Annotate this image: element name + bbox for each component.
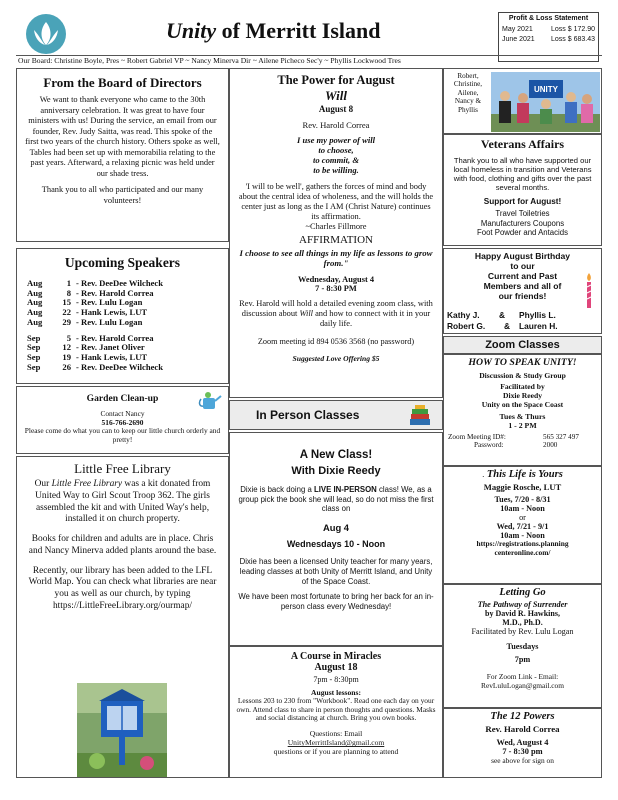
birthday-line: Members and all of bbox=[483, 280, 562, 291]
c3-link-label: For Zoom Link - Email: bbox=[486, 672, 559, 681]
little-free-library-section bbox=[16, 456, 229, 778]
c1-zoom: Zoom Meeting ID#: 565 327 497 bbox=[448, 433, 579, 441]
birthday-names-row-2: Robert G. & Lauren H. bbox=[447, 320, 558, 331]
speaker-day: 15 bbox=[62, 297, 71, 308]
speaker-day: 29 bbox=[62, 316, 71, 327]
speaker-name: - Rev. Janet Oliver bbox=[76, 342, 145, 353]
title-unity: Unity bbox=[166, 18, 217, 43]
this-life-is-yours-section bbox=[443, 466, 602, 584]
veterans-text: Thank you to all who have supported our local homeless in transition and Veterans with food, clothing and gifts over the past several months. bbox=[453, 156, 592, 193]
power-class-date: Wednesday, August 4 bbox=[297, 274, 375, 284]
board-members: Our Board: Christine Boyle, Pres ~ Robert Gabriel VP ~ Nancy Minerva Dir ~ Ailene Picheco Sec'y ~ Phyllis Lockwood Tres bbox=[18, 56, 401, 65]
c2-date-1: Tues, 7/20 - 8/31 bbox=[494, 495, 551, 504]
speaker-name: - Rev. Lulu Logan bbox=[76, 316, 143, 327]
board-directors-section bbox=[16, 68, 229, 242]
garden-contact: Contact Nancy bbox=[100, 409, 145, 418]
speaker-name: - Rev. Lulu Logan bbox=[76, 297, 143, 308]
speaker-name: - Hank Lewis, LUT bbox=[76, 307, 148, 318]
speaker-name: - Rev. Harold Correa bbox=[76, 332, 154, 343]
photo-sign-text: UNITY bbox=[534, 85, 558, 94]
speaker-day: 5 bbox=[66, 332, 71, 343]
caption-line: Phyllis bbox=[458, 105, 478, 114]
speaker-month: Sep bbox=[27, 342, 41, 353]
miracles-date: August 18 bbox=[314, 662, 358, 673]
c1-password: Password: 2000 bbox=[474, 441, 558, 449]
veterans-items bbox=[450, 209, 595, 237]
board-group-photo bbox=[491, 72, 600, 132]
c2-time-1: 10am - Noon bbox=[500, 504, 545, 513]
title-rest: of Merritt Island bbox=[216, 18, 381, 43]
pl-title: Profit & Loss Statement bbox=[508, 15, 589, 22]
in-person-banner bbox=[229, 400, 443, 430]
twelve-powers-section bbox=[443, 708, 602, 778]
poem-line: to be willing. bbox=[313, 164, 359, 175]
library-text-3: Recently, our library has been added to the LFL World Map. You can check what libraries are near you as well as our church, by typing https://LittleFreeLibrary.org/ourmap/ bbox=[28, 565, 217, 611]
veterans-support: Support for August! bbox=[483, 197, 562, 207]
caption-line: Christine, bbox=[453, 80, 483, 89]
zoom-classes-banner-text: Zoom Classes bbox=[485, 339, 560, 351]
birthday-line: to our bbox=[510, 260, 535, 271]
power-poem bbox=[238, 136, 434, 176]
speaker-month: Sep bbox=[27, 332, 41, 343]
speaker-month: Sep bbox=[27, 361, 41, 372]
newsletter-title bbox=[166, 18, 380, 44]
speaker-day: 12 bbox=[62, 342, 71, 353]
library-text-2: Books for children and adults are in place. Chris and Nancy Minerva added plants around the base. bbox=[28, 534, 217, 556]
garden-phone: 516-766-2690 bbox=[101, 418, 144, 427]
caption-line: Nancy & bbox=[454, 97, 482, 106]
c2-date-2: Wed, 7/21 - 9/1 bbox=[496, 522, 549, 531]
birthday-line: Happy August Birthday bbox=[474, 251, 571, 261]
c1-title: HOW TO SPEAK UNITY! bbox=[468, 357, 577, 368]
c1-time: 1 - 2 PM bbox=[508, 421, 537, 430]
affirmation-text: I choose to see all things in my life as lessons to grow from." bbox=[239, 247, 433, 269]
c1-name: Dixie Reedy bbox=[502, 391, 542, 400]
board-directors-thanks: Thank you to all who participated and our many volunteers! bbox=[41, 185, 204, 205]
power-quote: 'I will to be well', gathers the forces of mind and body about the central idea of wholeness, and the will holds the center just as long as the I AM (Christ Nature) continues its affirmation. bbox=[238, 181, 434, 221]
veteran-item: Manufacturers Coupons bbox=[480, 218, 565, 228]
c3-email[interactable]: RevLuluLogan@gmail.com bbox=[481, 681, 564, 690]
birthday-names bbox=[447, 310, 587, 331]
birthday-greeting bbox=[450, 252, 595, 301]
miracles-questions: Questions: Email bbox=[309, 729, 363, 739]
speaker-day: 8 bbox=[66, 287, 71, 298]
speaker-name: - Rev. DeeDee Wilcheck bbox=[76, 278, 164, 288]
power-word: Will bbox=[325, 88, 347, 103]
c2-title-row: . This Life is Yours bbox=[482, 469, 563, 480]
c3-day: Tuesdays bbox=[506, 642, 539, 651]
c4-time: 7 - 8:30 pm bbox=[502, 747, 543, 756]
poem-line: to commit, & bbox=[312, 154, 360, 165]
speaker-day: 22 bbox=[62, 307, 71, 318]
birthday-line: our friends! bbox=[498, 290, 547, 301]
speaker-name: - Rev. DeeDee Wilcheck bbox=[76, 361, 164, 372]
speakers-title: Upcoming Speakers bbox=[64, 255, 181, 270]
speaker-month: Aug bbox=[27, 287, 43, 298]
garden-section bbox=[16, 386, 229, 454]
c3-by: by David R. Hawkins, bbox=[485, 609, 560, 618]
power-for-august-section bbox=[229, 68, 443, 398]
c3-sub: The Pathway of Surrender bbox=[477, 600, 568, 609]
miracles-lessons-label: August lessons: bbox=[310, 688, 361, 697]
library-text-1: Our Little Free Library was a kit donated from United Way to Girl Scout Troop 362. The girls assembled the kit and with United Way's help, installed it on church property. bbox=[34, 479, 211, 525]
little-library-photo bbox=[77, 683, 167, 777]
c3-fac: Facilitated by Rev. Lulu Logan bbox=[471, 627, 574, 636]
c2-title: This Life is Yours bbox=[486, 469, 563, 480]
speaker-day: 26 bbox=[62, 361, 71, 372]
veteran-item: Travel Toiletries bbox=[495, 209, 550, 219]
garden-body: Please come do what you can to keep our little church orderly and pretty! bbox=[24, 426, 221, 444]
power-offering: Suggested Love Offering $5 bbox=[292, 354, 380, 364]
photo-section bbox=[443, 68, 602, 134]
c4-note: see above for sign on bbox=[491, 756, 554, 765]
in-person-date: Aug 4 bbox=[322, 522, 350, 534]
books-icon bbox=[408, 405, 432, 427]
speaker-month: Aug bbox=[27, 278, 43, 288]
course-in-miracles-section bbox=[229, 646, 443, 778]
c4-name: Rev. Harold Correa bbox=[485, 724, 560, 734]
speaker-month: Aug bbox=[27, 297, 43, 308]
miracles-lessons: Lessons 203 to 230 from "Workbook". Read one each day on your own. Attend class to share in person thoughts and questions. Masks and social distancing at church. Bring you own books. bbox=[236, 696, 436, 723]
speaker-day: 19 bbox=[62, 351, 71, 362]
upcoming-speakers-section bbox=[16, 248, 229, 384]
how-to-speak-unity-section bbox=[443, 354, 602, 466]
power-class-time: 7 - 8:30 PM bbox=[315, 283, 357, 293]
in-person-text-1: Dixie is back doing a LIVE IN-PERSON class! We, as a group pick the book she will lead, so do not miss the first class on bbox=[238, 485, 434, 514]
birthday-names-row-1: Kathy J. & Phyllis L. bbox=[447, 310, 556, 320]
power-title: The Power for August bbox=[277, 73, 395, 87]
poem-line: I use my power of will bbox=[296, 135, 376, 145]
in-person-title-1: A New Class! bbox=[299, 449, 373, 461]
birthday-candle-icon bbox=[582, 273, 596, 309]
power-speaker: Rev. Harold Correa bbox=[302, 120, 370, 130]
garden-title: Garden Clean-up bbox=[86, 393, 159, 404]
pl-row-june: June 2021 Loss $ 683.43 bbox=[502, 36, 595, 43]
c2-registration-link[interactable]: https://registrations.planning centeronline.com/ bbox=[476, 539, 569, 557]
caption-line: Ailene, bbox=[457, 88, 479, 97]
letting-go-section bbox=[443, 584, 602, 708]
speaker-name: - Rev. Harold Correa bbox=[76, 287, 154, 298]
miracles-time: 7pm - 8:30pm bbox=[313, 675, 359, 684]
c1-fac: Facilitated by bbox=[500, 382, 545, 391]
speaker-month: Sep bbox=[27, 351, 41, 362]
c1-place: Unity on the Space Coast bbox=[481, 400, 564, 409]
watering-can-icon bbox=[198, 391, 222, 413]
c3-time: 7pm bbox=[514, 655, 531, 664]
in-person-time: Wednesdays 10 - Noon bbox=[286, 539, 386, 550]
speaker-day: 1 bbox=[66, 278, 71, 288]
miracles-title: A Course in Miracles bbox=[290, 651, 382, 662]
in-person-class-section bbox=[229, 432, 443, 646]
veterans-affairs-section bbox=[443, 134, 602, 246]
c1-days: Tues & Thurs bbox=[499, 412, 546, 421]
power-zoom-id: Zoom meeting id 894 0536 3568 (no password) bbox=[257, 337, 415, 347]
veterans-title: Veterans Affairs bbox=[480, 137, 565, 151]
board-directors-title: From the Board of Directors bbox=[43, 75, 202, 90]
c1-sub: Discussion & Study Group bbox=[479, 371, 566, 380]
speaker-row bbox=[27, 363, 218, 373]
in-person-banner-text: In Person Classes bbox=[256, 408, 360, 422]
library-title: Little Free Library bbox=[74, 461, 171, 476]
miracles-footer: questions or if you are planning to attend bbox=[273, 747, 399, 757]
speaker-month: Aug bbox=[27, 316, 43, 327]
c3-title: Letting Go bbox=[499, 587, 546, 598]
pl-row-may: May 2021 Loss $ 172.90 bbox=[502, 26, 595, 33]
poem-line: to choose, bbox=[318, 144, 354, 155]
in-person-title-2: With Dixie Reedy bbox=[291, 465, 381, 477]
zoom-classes-banner bbox=[443, 336, 602, 354]
in-person-text-2: Dixie has been a licensed Unity teacher for many years, leading classes at both Unity of Merritt Island, and Unity of the Space Coast. bbox=[239, 557, 433, 586]
photo-caption bbox=[446, 72, 490, 114]
veteran-item: Foot Powder and Antacids bbox=[476, 228, 569, 238]
affirmation-label: AFFIRMATION bbox=[299, 233, 373, 246]
miracles-email-link[interactable]: UnityMerrittIsland@gmail.com bbox=[287, 738, 385, 748]
birthday-section bbox=[443, 248, 602, 334]
c2-name: Maggie Rosche, LUT bbox=[483, 482, 562, 492]
c4-date: Wed, August 4 bbox=[496, 738, 549, 747]
power-quote-author: ~Charles Fillmore bbox=[305, 221, 367, 231]
c2-time-2: 10am - Noon bbox=[500, 531, 545, 540]
speaker-list bbox=[27, 279, 218, 372]
c4-title: The 12 Powers bbox=[490, 711, 555, 722]
in-person-text-3: We have been most fortunate to bring her back for an in-person class every Wednesday! bbox=[238, 592, 434, 612]
birthday-line: Current and Past bbox=[487, 270, 558, 281]
power-date: August 8 bbox=[318, 104, 354, 114]
c3-cred: M.D., Ph.D. bbox=[502, 618, 543, 627]
c2-or: or bbox=[519, 513, 526, 522]
lotus-logo-icon bbox=[25, 13, 67, 55]
caption-line: Robert, bbox=[457, 72, 479, 80]
speaker-row bbox=[27, 318, 218, 328]
speaker-name: - Hank Lewis, LUT bbox=[76, 351, 148, 362]
speaker-month: Aug bbox=[27, 307, 43, 318]
board-directors-text: We want to thank everyone who came to the 30th anniversary celebration. It was great to have four ministers with us! During the service, an email from our founder, Rev. Judy Saitta, was read. This spoke of the first two years of the church history. Others spoke as well, Tables had been set up with memorabilia relating to the past years. Afterward, a relaxing picnic was held under our shade tress. bbox=[25, 95, 220, 178]
power-class-desc: Rev. Harold will hold a detailed evening zoom class, with discussion about Will and how to connect with it in your daily life. bbox=[239, 298, 433, 329]
